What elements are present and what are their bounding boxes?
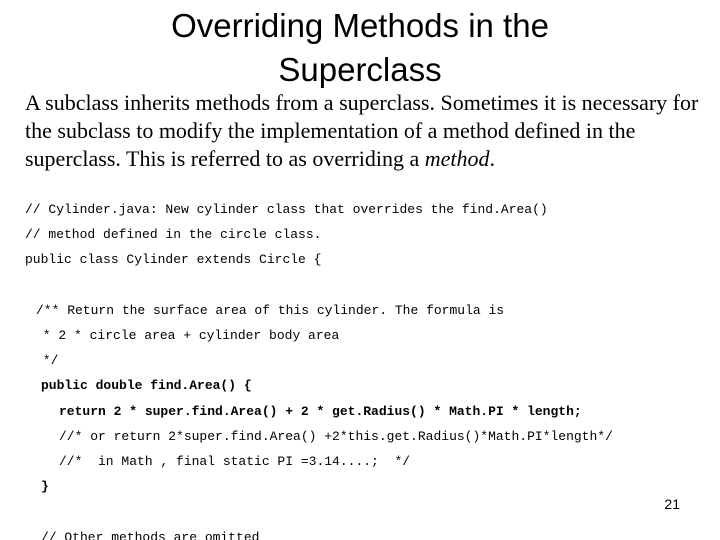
- code-line-7: public double find.Area() {: [41, 378, 252, 393]
- slide-title: [0, 4, 720, 92]
- slide-title-line-2: Superclass: [278, 51, 442, 88]
- slide-title-line-1: Overriding Methods in the: [171, 7, 549, 44]
- intro-paragraph: [25, 89, 715, 173]
- intro-text: A subclass inherits methods from a superclass. Sometimes it is necessary for the subclass to modify the implementation of a method defined in the superclass. This is referred to as overriding a: [25, 90, 699, 171]
- page-number: 21: [664, 496, 680, 512]
- code-line-6: */: [35, 353, 59, 368]
- code-line-12: // Other methods are omitted: [41, 530, 260, 540]
- code-line-10: //* in Math , final static PI =3.14....; */: [59, 454, 411, 469]
- code-line-2: // method defined in the circle class.: [25, 227, 322, 242]
- code-line-9: //* or return 2*super.find.Area() +2*this.get.Radius()*Math.PI*length*/: [59, 429, 613, 444]
- code-line-4: /** Return the surface area of this cylinder. The formula is: [36, 303, 505, 318]
- intro-emphasis: method: [424, 146, 490, 171]
- code-line-5: * 2 * circle area + cylinder body area: [35, 328, 340, 343]
- code-line-8: return 2 * super.find.Area() + 2 * get.Radius() * Math.PI * length;: [59, 404, 582, 419]
- code-line-11: }: [41, 479, 49, 494]
- intro-end: .: [489, 146, 496, 171]
- code-line-3: public class Cylinder extends Circle {: [25, 252, 322, 267]
- code-line-1: // Cylinder.java: New cylinder class that overrides the find.Area(): [25, 202, 548, 217]
